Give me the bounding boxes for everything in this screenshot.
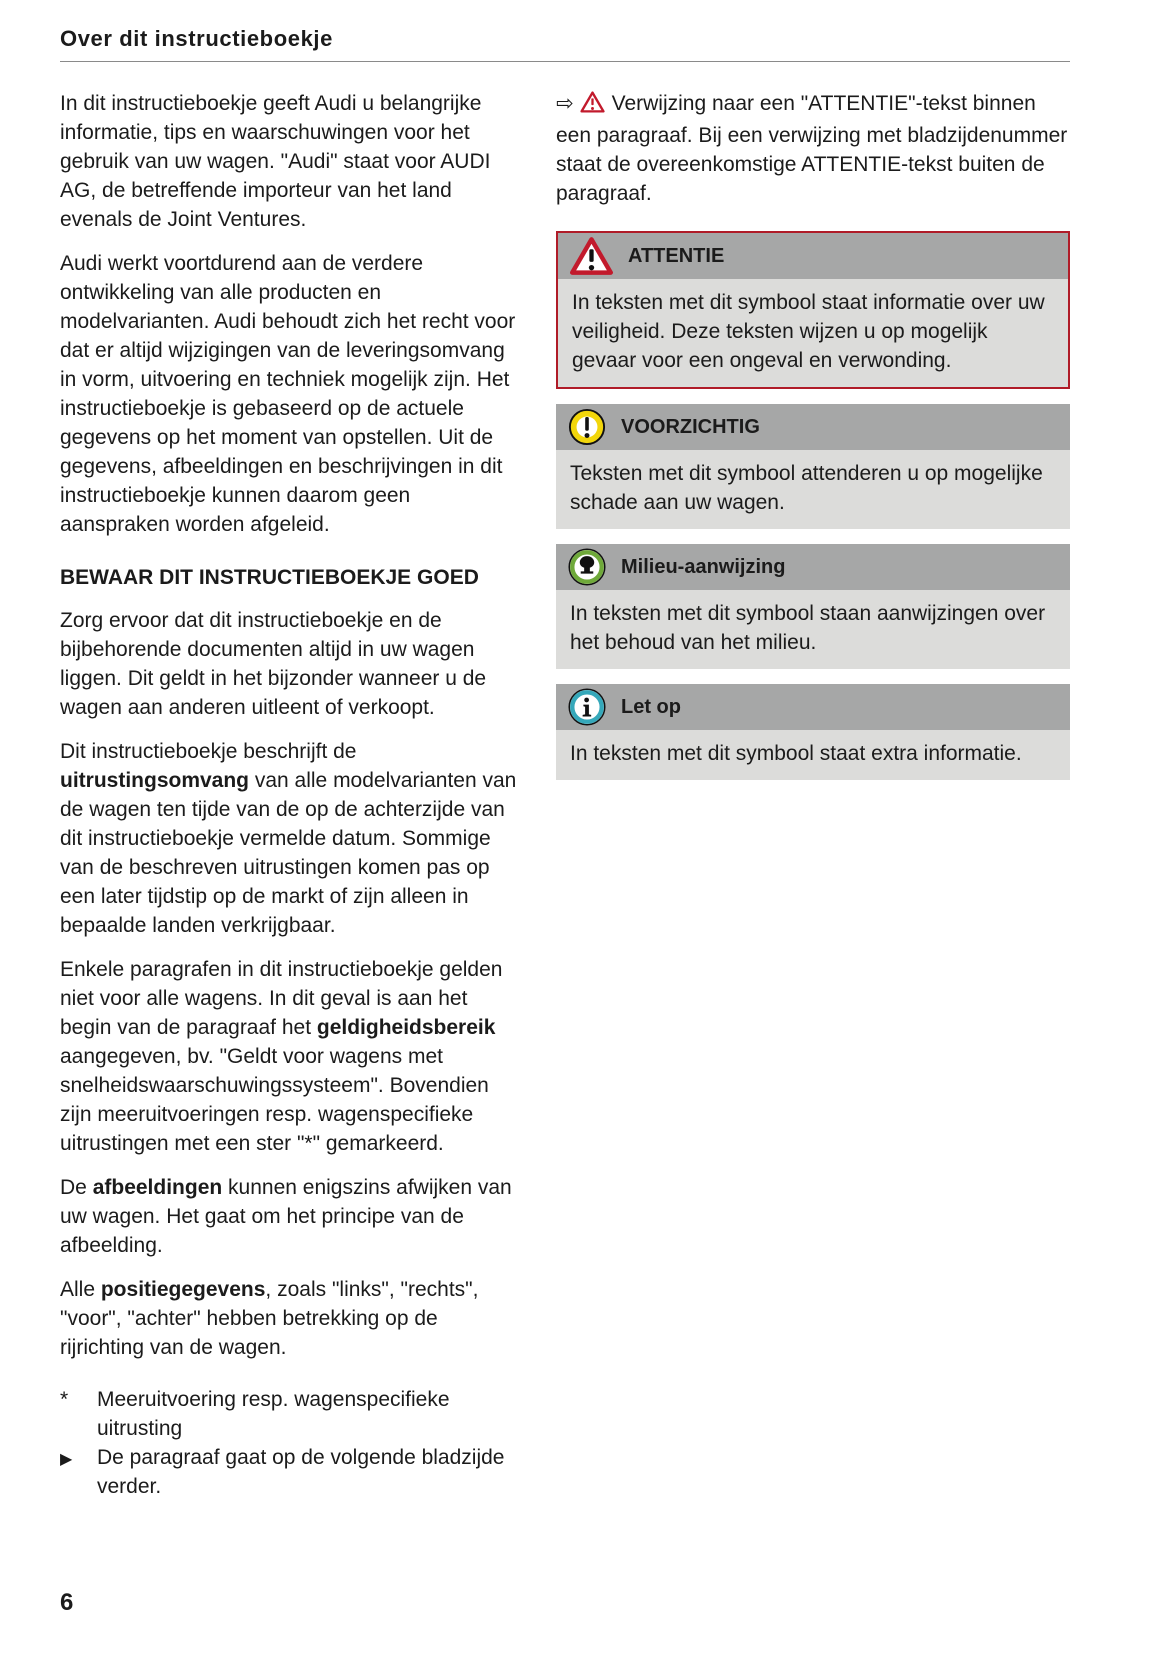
- cross-reference-text: Verwijzing naar een "ATTENTIE"-tekst binnen een paragraaf. Bij een verwijzing met bladzijdenummer staat de overeenkomstige ATTENTIE-tekst buiten de paragraaf.: [556, 92, 1068, 205]
- continuation-triangle-icon: ▶: [60, 1451, 73, 1468]
- page-number: 6: [60, 1589, 74, 1616]
- warning-triangle-icon: [580, 91, 605, 121]
- legend-item-star: [60, 1385, 520, 1443]
- eco-box: [556, 544, 1070, 669]
- paragraph-development: Audi werkt voortdurend aan de verdere ontwikkeling van alle producten en modelvarianten. Audi behoudt zich het recht voor dat er altijd wijzigingen van de leveringsomvang in vorm, uitvoering en techniek mogelijk zijn. Het instructieboekje is gebaseerd op de actuele gegevens op het moment van opstellen. Uit de gegevens, afbeeldingen en beschrijvingen in dit instructieboekje kunnen daarom geen aanspraken worden afgeleid.: [60, 252, 516, 536]
- tree-circle-icon: [568, 548, 606, 586]
- paragraph-illustrations: De afbeeldingen kunnen enigszins afwijken van uw wagen. Het gaat om het principe van de afbeelding.: [60, 1176, 512, 1257]
- warning-box-attention: [556, 231, 1070, 389]
- box-body: In teksten met dit symbool staat informatie over uw veiligheid. Deze teksten wijzen u op mogelijk gevaar voor een ongeval en verwonding.: [558, 279, 1068, 387]
- page-title: Over dit instructieboekje: [60, 26, 333, 51]
- box-body: In teksten met dit symbool staan aanwijzingen over het behoud van het milieu.: [556, 590, 1070, 669]
- paragraph-validity: Enkele paragrafen in dit instructieboekje gelden niet voor alle wagens. In dit geval is aan het begin van de paragraaf het geldigheidsbereik aangegeven, bv. "Geldt voor wagens met snelheidswaarschuwingssysteem". Bovendien zijn meeruitvoeringen resp. wagenspecifieke uitrustingen met een ster "*" gemarkeerd.: [60, 958, 503, 1155]
- box-header: [558, 233, 1068, 279]
- legend-text: Meeruitvoering resp. wagenspecifieke uitrusting: [97, 1388, 450, 1440]
- paragraph-keep-manual: Zorg ervoor dat dit instructieboekje en de bijbehorende documenten altijd in uw wagen liggen. Dit geldt in het bijzonder wanneer u de wagen aan anderen uitleent of verkoopt.: [60, 609, 487, 719]
- box-header: [556, 544, 1070, 590]
- box-header: [556, 684, 1070, 730]
- arrow-right-icon: ⇨: [556, 92, 574, 115]
- box-title: VOORZICHTIG: [621, 415, 760, 438]
- right-column: [556, 89, 1070, 1501]
- box-title: ATTENTIE: [628, 244, 725, 267]
- note-box: [556, 684, 1070, 780]
- box-body: In teksten met dit symbool staat extra informatie.: [556, 730, 1070, 780]
- cross-reference-paragraph: [556, 89, 1070, 208]
- box-body: Teksten met dit symbool attenderen u op mogelijke schade aan uw wagen.: [556, 450, 1070, 529]
- box-title: Milieu-aanwijzing: [621, 555, 786, 578]
- paragraph-equipment-scope: Dit instructieboekje beschrijft de uitrustingsomvang van alle modelvarianten van de wagen ten tijde van de op de achterzijde van dit instructieboekje vermelde datum. Sommige van de beschreven uitrustingen komen pas op een later tijdstip op de markt of zijn alleen in bepaalde landen verkrijgbaar.: [60, 740, 517, 937]
- section-heading: BEWAAR DIT INSTRUCTIEBOEKJE GOED: [60, 566, 479, 589]
- paragraph-intro: In dit instructieboekje geeft Audi u belangrijke informatie, tips en waarschuwingen voor het gebruik van uw wagen. "Audi" staat voor AUDI AG, de betreffende importeur van het land evenals de Joint Ventures.: [60, 92, 491, 231]
- warning-triangle-icon: [570, 237, 613, 275]
- paragraph-positions: Alle positiegegevens, zoals "links", "rechts", "voor", "achter" hebben betrekking op de rijrichting van de wagen.: [60, 1278, 479, 1359]
- left-column: [60, 89, 520, 1501]
- exclamation-circle-icon: [568, 408, 606, 446]
- legend: [60, 1385, 520, 1501]
- box-header: [556, 404, 1070, 450]
- header-rule: [60, 61, 1070, 62]
- content: [60, 89, 1070, 1501]
- legend-item-continuation: [60, 1443, 520, 1501]
- caution-box: [556, 404, 1070, 529]
- star-marker: *: [60, 1388, 69, 1411]
- info-circle-icon: [568, 688, 606, 726]
- legend-text: De paragraaf gaat op de volgende bladzijde verder.: [97, 1446, 505, 1498]
- box-title: Let op: [621, 695, 681, 718]
